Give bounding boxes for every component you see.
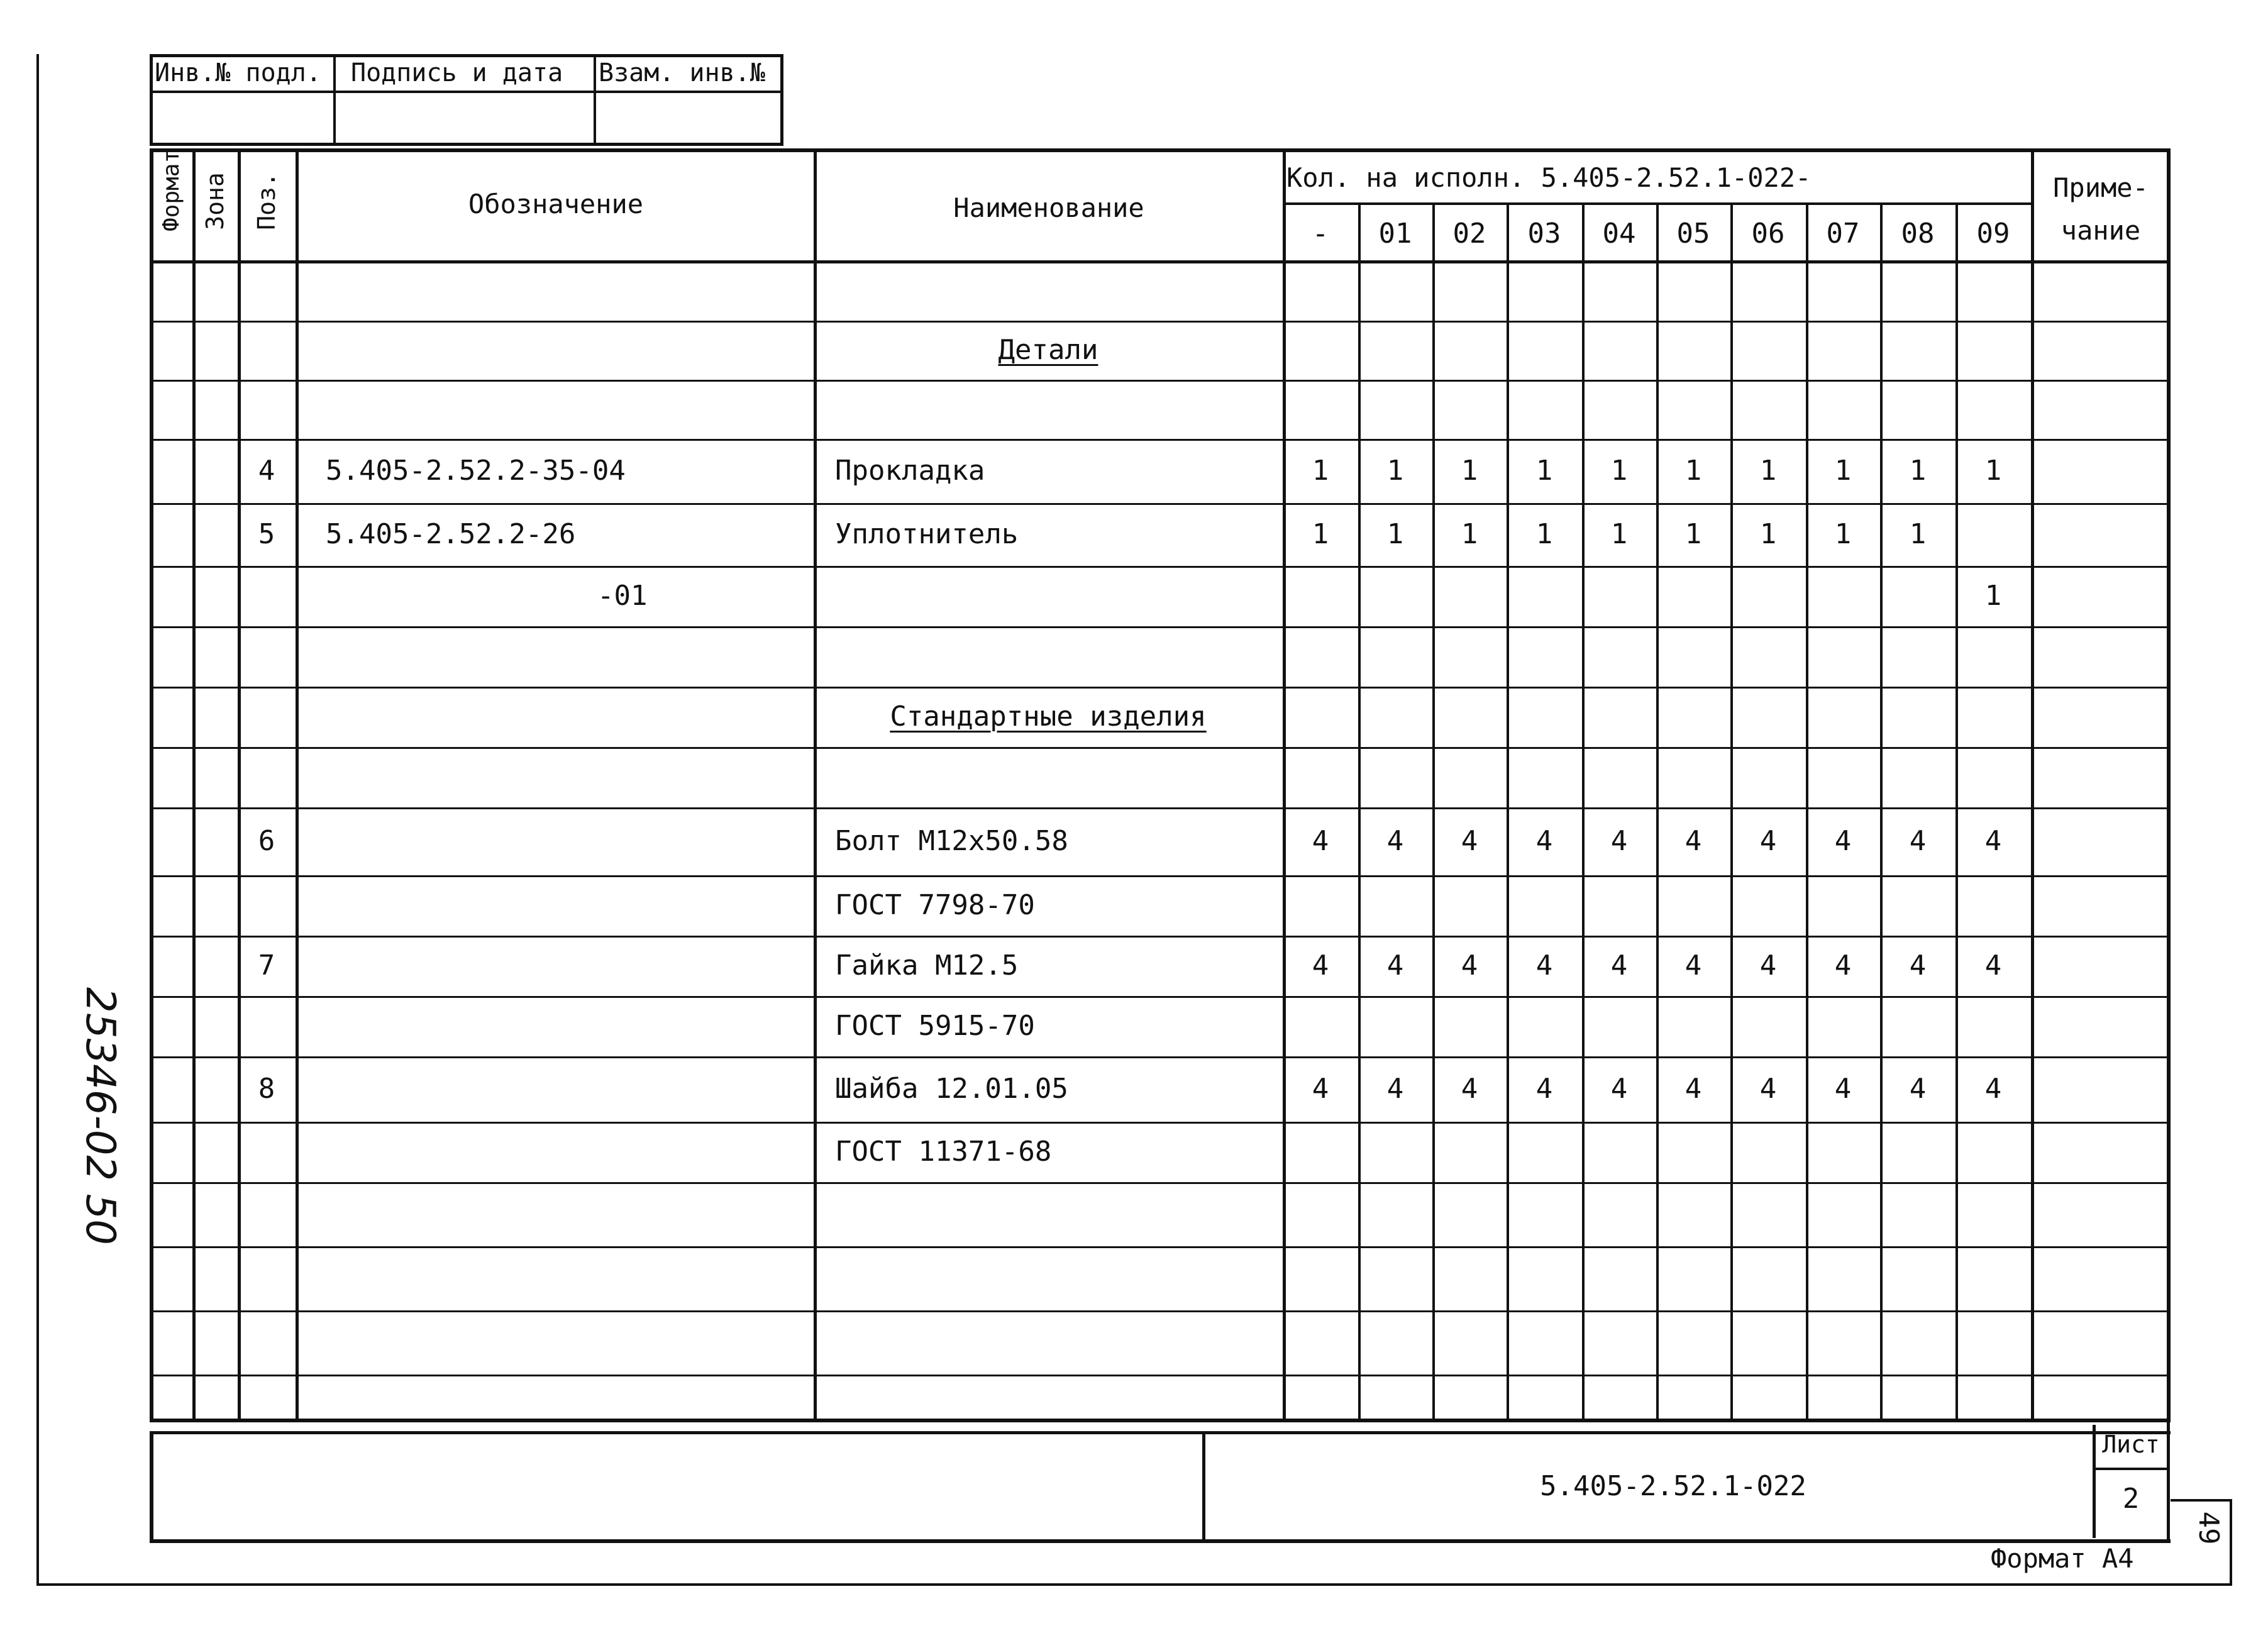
variant-header: 05 bbox=[1676, 218, 1710, 250]
row-qty: 4 bbox=[1759, 949, 1777, 982]
row-designation: 5.405-2.52.2-26 bbox=[326, 518, 576, 550]
column-divider bbox=[1880, 202, 1883, 1422]
header-zona: Зона bbox=[201, 172, 229, 230]
row-divider bbox=[150, 1182, 2171, 1184]
row-divider bbox=[150, 807, 2171, 809]
row-qty: 4 bbox=[1834, 825, 1852, 857]
row-qty: 4 bbox=[1610, 949, 1628, 982]
row-qty: 4 bbox=[1312, 1073, 1329, 1105]
sheet-right-tab bbox=[2171, 1499, 2231, 1502]
row-qty: 4 bbox=[1984, 1073, 2002, 1105]
variant-header: 08 bbox=[1901, 218, 1935, 250]
row-qty: 4 bbox=[1759, 825, 1777, 857]
row-qty: 4 bbox=[1535, 825, 1553, 857]
row-divider bbox=[150, 936, 2171, 938]
format-label: Формат А4 bbox=[1991, 1543, 2134, 1574]
row-qty: 1 bbox=[1386, 455, 1404, 487]
row-qty: 4 bbox=[1684, 825, 1702, 857]
row-qty: 4 bbox=[1834, 1073, 1852, 1105]
row-qty: 4 bbox=[1909, 1073, 1927, 1105]
column-divider bbox=[1507, 202, 1509, 1422]
row-qty: 1 bbox=[1312, 455, 1329, 487]
row-qty: 1 bbox=[1610, 518, 1628, 550]
stamp-divider bbox=[150, 91, 783, 93]
variant-header: 04 bbox=[1602, 218, 1636, 250]
row-qty: 4 bbox=[1535, 949, 1553, 982]
column-divider bbox=[1358, 202, 1361, 1422]
section-heading: Детали bbox=[998, 334, 1098, 366]
row-name: ГОСТ 5915-70 bbox=[835, 1010, 1035, 1042]
row-divider bbox=[150, 566, 2171, 568]
row-qty: 1 bbox=[1461, 455, 1478, 487]
doc-number: 5.405-2.52.1-022 bbox=[1540, 1470, 1806, 1502]
row-name: Прокладка bbox=[835, 455, 985, 487]
row-qty: 4 bbox=[1610, 825, 1628, 857]
row-qty: 4 bbox=[1610, 1073, 1628, 1105]
sheet-label: Лист bbox=[2102, 1430, 2160, 1458]
row-divider bbox=[150, 439, 2171, 441]
row-divider bbox=[150, 503, 2171, 505]
row-divider bbox=[150, 875, 2171, 877]
variant-header: 07 bbox=[1826, 218, 1860, 250]
stamp-sign-label: Подпись и дата bbox=[351, 58, 563, 87]
row-qty: 1 bbox=[1610, 455, 1628, 487]
row-qty: 4 bbox=[1984, 949, 2002, 982]
row-qty: 4 bbox=[1684, 949, 1702, 982]
row-designation: 5.405-2.52.2-35-04 bbox=[326, 455, 626, 487]
header-bottom-line bbox=[150, 260, 2171, 263]
row-qty: 4 bbox=[1759, 1073, 1777, 1105]
row-qty: 1 bbox=[1834, 455, 1852, 487]
column-divider bbox=[1432, 202, 1435, 1422]
column-divider bbox=[1806, 202, 1808, 1422]
row-poz: 4 bbox=[258, 455, 275, 487]
row-divider bbox=[150, 687, 2171, 689]
row-qty: 1 bbox=[1535, 455, 1553, 487]
row-qty: 4 bbox=[1461, 949, 1478, 982]
header-naimenovanie: Наименование bbox=[953, 192, 1144, 223]
row-qty: 4 bbox=[1909, 949, 1927, 982]
row-name: ГОСТ 7798-70 bbox=[835, 889, 1035, 921]
row-qty: 4 bbox=[1312, 825, 1329, 857]
row-divider bbox=[150, 1056, 2171, 1058]
row-qty: 1 bbox=[1759, 455, 1777, 487]
row-divider bbox=[150, 626, 2171, 628]
header-poz: Поз. bbox=[253, 172, 280, 230]
row-qty: 4 bbox=[1312, 949, 1329, 982]
sheet-left-border bbox=[36, 54, 39, 1586]
sheet-number: 2 bbox=[2122, 1483, 2140, 1515]
variant-header: 09 bbox=[1976, 218, 2010, 250]
row-qty: 1 bbox=[1909, 518, 1927, 550]
row-name: Гайка М12.5 bbox=[835, 949, 1019, 982]
page-number: 49 bbox=[2193, 1511, 2225, 1545]
row-divider bbox=[150, 747, 2171, 749]
row-qty: 4 bbox=[1461, 825, 1478, 857]
row-poz: 6 bbox=[258, 825, 275, 857]
column-divider bbox=[1730, 202, 1733, 1422]
sheet-bottom-border bbox=[36, 1583, 2231, 1586]
variant-header: - bbox=[1312, 218, 1329, 250]
column-divider bbox=[2031, 148, 2034, 1422]
row-qty: 4 bbox=[1834, 949, 1852, 982]
column-divider bbox=[192, 148, 196, 1422]
handwritten-note: 25346-02 50 bbox=[77, 987, 123, 1245]
stamp-divider bbox=[333, 54, 336, 146]
header-format: Формат bbox=[158, 149, 184, 231]
row-qty: 4 bbox=[1909, 825, 1927, 857]
variant-header: 01 bbox=[1378, 218, 1412, 250]
variant-header: 02 bbox=[1452, 218, 1486, 250]
row-divider bbox=[150, 1246, 2171, 1248]
row-name: Болт М12х50.58 bbox=[835, 825, 1068, 857]
sheet-divider bbox=[2093, 1468, 2168, 1470]
header-kol-label: Кол. на исполн. 5.405-2.52.1-022- bbox=[1286, 162, 1812, 193]
row-poz: 7 bbox=[258, 949, 275, 982]
row-qty: 1 bbox=[1909, 455, 1927, 487]
variant-header: 03 bbox=[1527, 218, 1561, 250]
column-divider bbox=[1582, 202, 1585, 1422]
header-prim-1: Приме- bbox=[2053, 172, 2149, 203]
column-divider bbox=[1656, 202, 1659, 1422]
row-qty: 1 bbox=[1834, 518, 1852, 550]
row-name: ГОСТ 11371-68 bbox=[835, 1136, 1052, 1168]
row-qty: 4 bbox=[1684, 1073, 1702, 1105]
row-qty: 1 bbox=[1386, 518, 1404, 550]
row-qty: 1 bbox=[1984, 455, 2002, 487]
row-qty: 1 bbox=[1684, 518, 1702, 550]
row-qty: 4 bbox=[1535, 1073, 1553, 1105]
row-qty: 4 bbox=[1386, 1073, 1404, 1105]
row-qty: 4 bbox=[1386, 949, 1404, 982]
column-divider bbox=[1283, 148, 1286, 1422]
sheet-right-border bbox=[2230, 1499, 2232, 1586]
row-qty: 1 bbox=[1312, 518, 1329, 550]
row-designation: -01 bbox=[597, 580, 648, 612]
row-qty: 1 bbox=[1684, 455, 1702, 487]
row-poz: 5 bbox=[258, 518, 275, 550]
row-qty: 4 bbox=[1461, 1073, 1478, 1105]
row-qty: 4 bbox=[1984, 825, 2002, 857]
stamp-vzam-label: Взам. инв.№ bbox=[599, 58, 765, 87]
row-divider bbox=[150, 321, 2171, 323]
row-qty: 4 bbox=[1386, 825, 1404, 857]
row-qty: 1 bbox=[1535, 518, 1553, 550]
column-divider bbox=[238, 148, 241, 1422]
header-oboznachenie: Обозначение bbox=[468, 189, 644, 219]
row-name: Уплотнитель bbox=[835, 518, 1019, 550]
section-heading: Стандартные изделия bbox=[890, 700, 1207, 733]
stamp-inv-label: Инв.№ подл. bbox=[155, 58, 321, 87]
header-prim-2: чание bbox=[2061, 215, 2141, 246]
row-name: Шайба 12.01.05 bbox=[835, 1073, 1068, 1105]
row-qty: 1 bbox=[1759, 518, 1777, 550]
row-qty: 1 bbox=[1461, 518, 1478, 550]
row-divider bbox=[150, 1122, 2171, 1124]
row-divider bbox=[150, 380, 2171, 382]
variant-header: 06 bbox=[1751, 218, 1785, 250]
row-divider bbox=[150, 996, 2171, 998]
row-poz: 8 bbox=[258, 1073, 275, 1105]
stamp-divider bbox=[594, 54, 596, 146]
row-divider bbox=[150, 1375, 2171, 1376]
column-divider bbox=[1955, 202, 1958, 1422]
column-divider bbox=[296, 148, 299, 1422]
row-divider bbox=[150, 1310, 2171, 1312]
row-qty: 1 bbox=[1984, 580, 2002, 612]
